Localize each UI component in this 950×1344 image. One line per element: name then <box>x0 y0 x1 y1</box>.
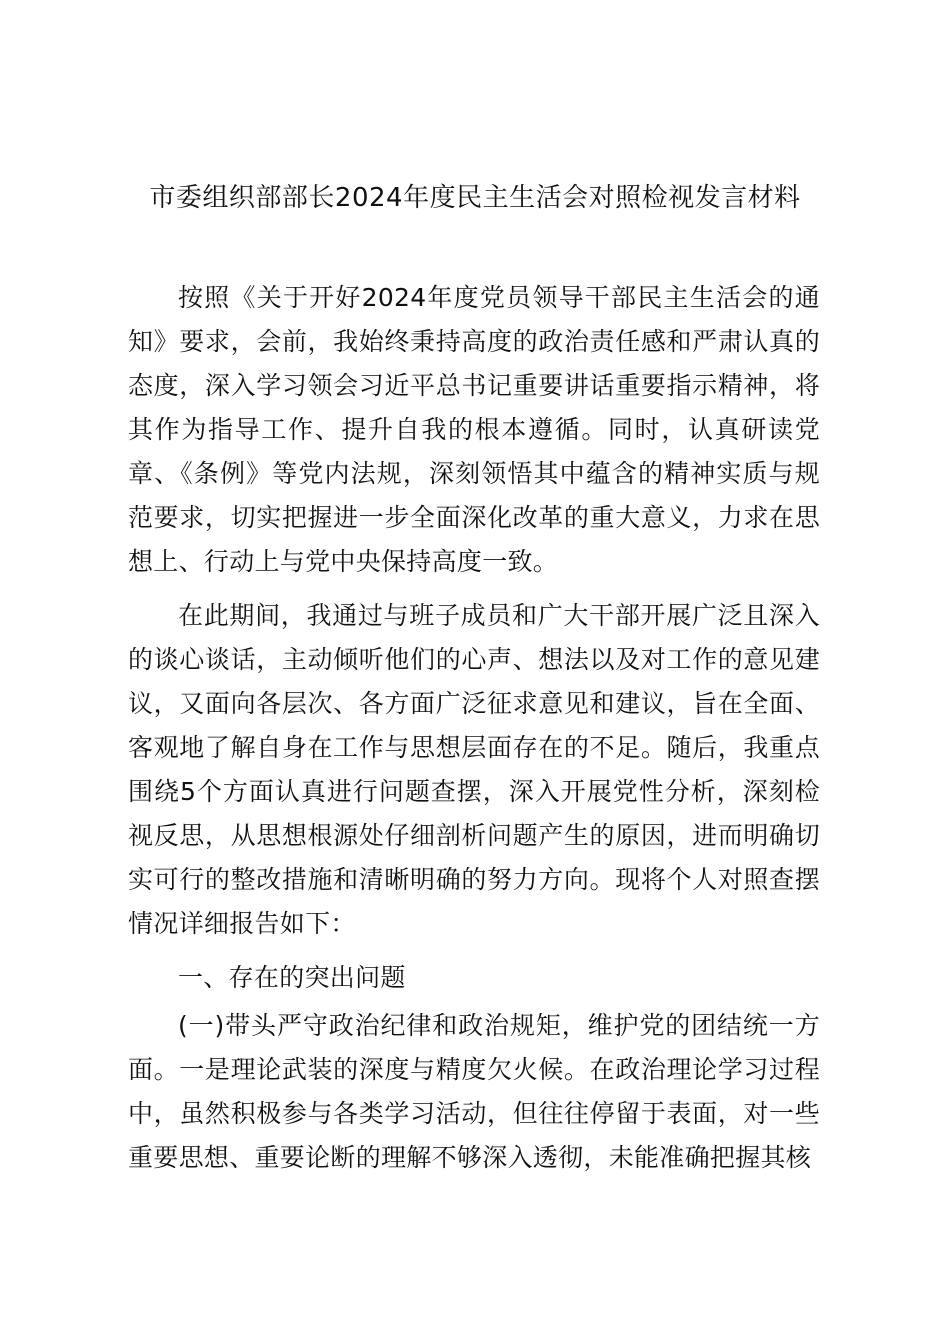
paragraph-subsection-1: (一)带头严守政治纪律和政治规矩，维护党的团结统一方面。一是理论武装的深度与精度欠火候。在政治理论学习过程中，虽然积极参与各类学习活动，但往往停留于表面，对一些重要思想、重要论断的理解不够深入透彻，未能准确把握其核 <box>128 1011 820 1172</box>
section-heading: 一、存在的突出问题 <box>178 963 406 992</box>
document-title: 市委组织部部长2024年度民主生活会对照检视发言材料 <box>149 183 801 213</box>
paragraph-process: 在此期间，我通过与班子成员和广大干部开展广泛且深入的谈心谈话，主动倾听他们的心声、想法以及对工作的意见建议，又面向各层次、各方面广泛征求意见和建议，旨在全面、客观地了解自身在工作与思想层面存在的不足。随后，我重点围绕5个方面认真进行问题查摆，深入开展党性分析，深刻检视反思，从思想根源处仔细剖析问题产生的原因，进而明确切实可行的整改措施和清晰明确的努力方向。现将个人对照查摆情况详细报告如下： <box>128 601 820 938</box>
document-body <box>128 276 820 1190</box>
paragraph-intro: 按照《关于开好2024年度党员领导干部民主生活会的通知》要求，会前，我始终秉持高度的政治责任感和严肃认真的态度，深入学习领会习近平总书记重要讲话重要指示精神，将其作为指导工作、提升自我的根本遵循。同时，认真研读党章、《条例》等党内法规，深刻领悟其中蕴含的精神实质与规范要求，切实把握进一步全面深化改革的重大意义，力求在思想上、行动上与党中央保持高度一致。 <box>128 283 820 576</box>
